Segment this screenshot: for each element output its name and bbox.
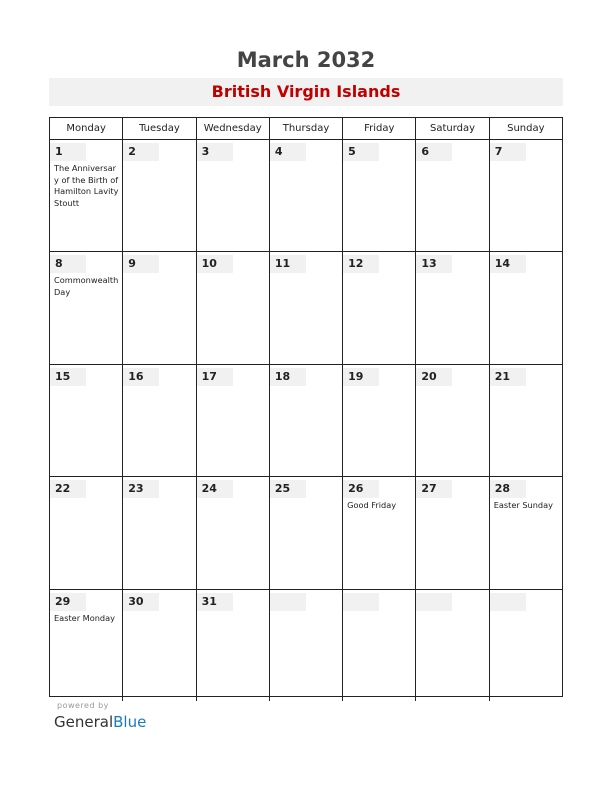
day-number: 18: [270, 368, 306, 386]
day-cell: [343, 477, 416, 588]
weekday-header: Tuesday: [123, 118, 196, 139]
calendar-week-row: [50, 365, 562, 477]
day-number: 13: [416, 255, 452, 273]
calendar-grid: [49, 117, 563, 697]
day-number: 17: [197, 368, 233, 386]
weekday-header: Monday: [50, 118, 123, 139]
calendar-week-row: [50, 140, 562, 252]
empty-day-bar: [490, 593, 526, 611]
day-number: 27: [416, 480, 452, 498]
day-cell: [197, 252, 270, 363]
brand-blue-text: Blue: [113, 713, 147, 731]
day-number: 31: [197, 593, 233, 611]
calendar-week-row: [50, 477, 562, 589]
weekday-header: Saturday: [416, 118, 489, 139]
day-number: 16: [123, 368, 159, 386]
day-cell: [270, 477, 343, 588]
brand-logo: [54, 713, 146, 731]
day-cell: [197, 590, 270, 701]
day-number: 23: [123, 480, 159, 498]
day-number: 1: [50, 143, 86, 161]
day-number: 30: [123, 593, 159, 611]
day-number: 3: [197, 143, 233, 161]
calendar-week-row: [50, 252, 562, 364]
day-cell: [123, 477, 196, 588]
holiday-event: Good Friday: [347, 500, 397, 511]
holiday-event: The Anniversary of the Birth of Hamilton Lavity Stoutt: [54, 163, 119, 208]
day-cell: [123, 140, 196, 251]
day-cell: [416, 590, 489, 701]
weekday-header: Sunday: [507, 123, 545, 134]
day-cell: [50, 365, 123, 476]
day-number: 20: [416, 368, 452, 386]
day-cell: [416, 365, 489, 476]
day-cell: [123, 590, 196, 701]
calendar-weeks: [50, 140, 562, 701]
day-cell: [416, 477, 489, 588]
day-cell: [123, 252, 196, 363]
day-cell: [416, 140, 489, 251]
calendar-week-row: [50, 590, 562, 701]
day-number: 19: [343, 368, 379, 386]
country-subtitle: British Virgin Islands: [49, 78, 563, 106]
weekday-header: Friday: [343, 118, 416, 139]
powered-by-label: powered by: [57, 701, 109, 710]
day-cell: [270, 590, 343, 701]
day-number: 7: [490, 143, 526, 161]
day-number: 9: [123, 255, 159, 273]
day-cell: [270, 140, 343, 251]
day-cell: [50, 590, 123, 701]
day-number: 2: [123, 143, 159, 161]
day-cell: [197, 477, 270, 588]
day-cell: [490, 365, 562, 476]
day-number: 12: [343, 255, 379, 273]
day-number: 4: [270, 143, 306, 161]
empty-day-bar: [270, 593, 306, 611]
holiday-event: Commonwealth Day: [54, 275, 119, 297]
day-cell: [50, 252, 123, 363]
day-number: 14: [490, 255, 526, 273]
day-cell: [343, 140, 416, 251]
day-cell: [416, 252, 489, 363]
weekday-header-row: [50, 118, 562, 140]
day-cell: [343, 365, 416, 476]
day-cell: [123, 365, 196, 476]
day-cell: [490, 252, 562, 363]
day-cell: [490, 477, 562, 588]
day-cell: [197, 365, 270, 476]
day-cell: [50, 477, 123, 588]
day-number: 24: [197, 480, 233, 498]
day-number: 6: [416, 143, 452, 161]
day-number: 28: [490, 480, 526, 498]
weekday-header: Thursday: [270, 118, 343, 139]
holiday-event: Easter Monday: [54, 612, 115, 623]
empty-day-bar: [343, 593, 379, 611]
day-number: 8: [50, 255, 86, 273]
day-cell: [490, 140, 562, 251]
day-cell: [490, 590, 562, 701]
empty-day-bar: [416, 593, 452, 611]
day-number: 25: [270, 480, 306, 498]
day-cell: [197, 140, 270, 251]
day-cell: [270, 365, 343, 476]
day-number: 10: [197, 255, 233, 273]
day-number: 15: [50, 368, 86, 386]
day-number: 11: [270, 255, 306, 273]
holiday-event: Easter Sunday: [493, 500, 553, 511]
day-cell: [270, 252, 343, 363]
day-cell: [50, 140, 123, 251]
day-cell: [343, 590, 416, 701]
page-title: March 2032: [236, 48, 376, 72]
day-cell: [343, 252, 416, 363]
day-number: 22: [50, 480, 86, 498]
day-number: 26: [343, 480, 379, 498]
day-number: 29: [50, 593, 86, 611]
brand-general-text: General: [54, 713, 114, 731]
day-number: 5: [343, 143, 379, 161]
weekday-header: Wednesday: [197, 118, 270, 139]
day-number: 21: [490, 368, 526, 386]
